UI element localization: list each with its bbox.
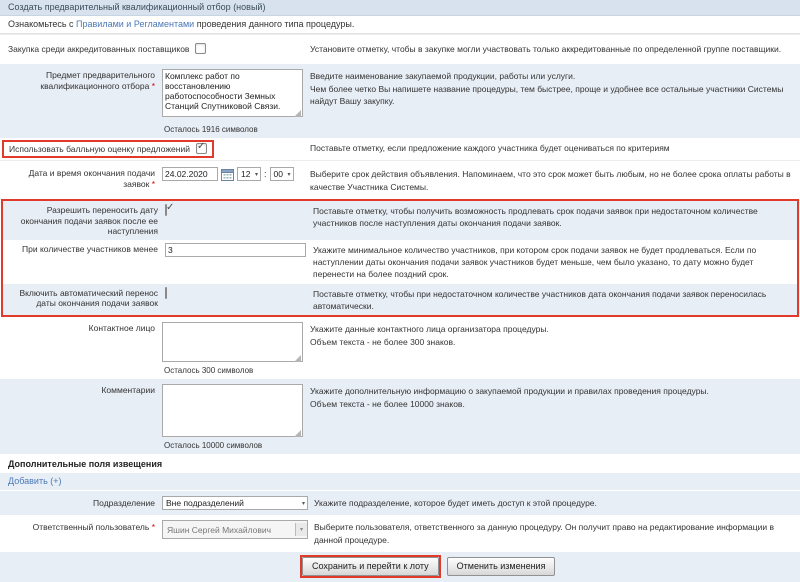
row-allow-postpone: [3, 201, 797, 240]
required-asterisk: *: [151, 80, 155, 91]
rules-link[interactable]: Правилами и Регламентами: [76, 19, 195, 29]
page-title: Создать предварительный квалификационный отбор (новый): [0, 0, 800, 16]
score-label: Использовать балльную оценку предложений: [9, 144, 190, 155]
allow-postpone-label: Разрешить переносить дату окончания подачи заявок после ее наступления: [20, 204, 158, 237]
row-score: [0, 138, 800, 160]
score-checkbox[interactable]: [196, 143, 207, 154]
comments-hint-line2: Объем текста - не более 10000 знаков.: [310, 398, 465, 409]
accredited-checkbox[interactable]: [195, 43, 206, 54]
row-comments: [0, 379, 800, 454]
accredited-hint: Установите отметку, чтобы в закупке могли участвовать только аккредитованные по определенной группе поставщики.: [310, 44, 782, 54]
deadline-label-text: Дата и время окончания подачи заявок: [28, 168, 155, 189]
auto-postpone-checkbox[interactable]: [165, 287, 167, 299]
row-deadline: [0, 160, 800, 199]
row-contact: [0, 317, 800, 379]
subject-counter: Осталось 1916 символов: [164, 125, 258, 135]
deadline-label: [0, 164, 160, 192]
comments-label: Комментарии: [101, 385, 155, 396]
min-participants-hint: Укажите минимальное количество участников, при котором срок подачи заявок не будет продлеваться. Если по наступлении даты окончания подачи заявок участников будет меньше, чем было указано, то дату можно будет перенести на более поздний срок.: [313, 244, 757, 280]
subject-label: [0, 66, 160, 94]
chevron-down-icon: ▾: [254, 171, 258, 178]
postpone-highlight-group: [1, 199, 799, 317]
required-asterisk: *: [151, 178, 155, 189]
intro-text: [0, 16, 800, 34]
footer-buttons: [0, 551, 800, 582]
subject-textarea[interactable]: [162, 69, 303, 117]
row-accredited: [0, 34, 800, 64]
chevron-down-icon: ▾: [301, 500, 305, 507]
department-label: Подразделение: [93, 498, 155, 509]
responsible-select: [162, 520, 308, 539]
allow-postpone-hint: Поставьте отметку, чтобы получить возможность продлевать срок подачи заявок при недостаточном количестве участников после наступления даты окончания подачи заявок.: [313, 205, 758, 229]
deadline-hint: Выберите срок действия объявления. Напоминаем, что это срок может быть любым, но не более срока оплаты работы в качестве Участника Системы.: [310, 169, 791, 192]
contact-hint: [308, 319, 800, 351]
score-highlight-box: [2, 140, 214, 158]
add-field-link[interactable]: Добавить (+): [8, 476, 62, 487]
accredited-label: Закупка среди аккредитованных поставщиков: [8, 44, 190, 54]
comments-counter: Осталось 10000 символов: [164, 441, 263, 451]
time-separator: :: [264, 169, 267, 180]
section-title: Дополнительные поля извещения: [0, 454, 800, 472]
hour-value: 12: [241, 169, 251, 180]
department-hint: Укажите подразделение, которое будет иметь доступ к этой процедуре.: [314, 498, 597, 509]
comments-textarea[interactable]: [162, 384, 303, 437]
responsible-value: Яшин Сергей Михайлович: [167, 524, 272, 535]
calendar-icon[interactable]: [221, 168, 234, 181]
subject-label-text: Предмет предварительного квалификационного отбора: [40, 70, 155, 91]
row-responsible: [0, 515, 800, 551]
save-button[interactable]: Сохранить и перейти к лоту: [302, 557, 439, 576]
checkmark-icon: ✓: [166, 201, 175, 213]
score-hint: Поставьте отметку, если предложение каждого участника будет оцениваться по критериям: [310, 143, 670, 154]
allow-postpone-checkbox[interactable]: [165, 201, 175, 216]
checkmark-icon: ✓: [196, 141, 206, 153]
contact-textarea[interactable]: [162, 322, 303, 362]
auto-postpone-label: Включить автоматический перенос даты окончания подачи заявок: [19, 287, 158, 309]
minute-select[interactable]: [270, 167, 294, 181]
subject-hint-line1: Введите наименование закупаемой продукции, работы или услуги.: [310, 71, 576, 82]
contact-hint-line1: Укажите данные контактного лица организатора процедуры.: [310, 324, 549, 335]
intro-prefix: Ознакомьтесь с: [8, 19, 77, 29]
responsible-label: [0, 517, 160, 536]
cancel-button[interactable]: Отменить изменения: [447, 557, 556, 576]
hour-select[interactable]: [237, 167, 261, 181]
minute-value: 00: [273, 169, 283, 180]
department-select[interactable]: [162, 496, 308, 510]
row-subject: [0, 64, 800, 138]
contact-label: Контактное лицо: [88, 323, 155, 334]
subject-hint: [308, 66, 800, 110]
save-highlight-box: [300, 555, 441, 578]
comments-hint-line1: Укажите дополнительную информацию о закупаемой продукции и правилах проведения процедуры.: [310, 386, 709, 397]
row-department: [0, 490, 800, 515]
department-value: Вне подразделений: [166, 498, 244, 509]
intro-suffix: проведения данного типа процедуры.: [194, 19, 355, 29]
required-asterisk: *: [151, 522, 155, 533]
min-participants-label: При количестве участников менее: [22, 243, 158, 254]
chevron-down-icon: ▾: [287, 171, 291, 178]
contact-hint-line2: Объем текста - не более 300 знаков.: [310, 336, 456, 347]
auto-postpone-hint: Поставьте отметку, чтобы при недостаточном количестве участников дата окончания подачи заявок переносилась автоматически.: [313, 288, 767, 312]
chevron-down-icon: ▾: [295, 523, 307, 536]
deadline-date-input[interactable]: [162, 167, 218, 181]
responsible-label-text: Ответственный пользователь: [32, 522, 150, 533]
row-min-participants: [3, 240, 797, 284]
subject-hint-line2: Чем более четко Вы напишете название процедуры, тем быстрее, проще и удобнее все остальные участники Системы найдут Вашу закупку.: [310, 83, 784, 106]
min-participants-input[interactable]: [165, 243, 306, 257]
contact-counter: Осталось 300 символов: [164, 366, 254, 376]
responsible-hint: Выберите пользователя, ответственного за данную процедуру. Он получит право на редактирование информации в данной процедуре.: [314, 522, 775, 545]
row-auto-postpone: [3, 284, 797, 316]
comments-hint: [308, 381, 800, 413]
